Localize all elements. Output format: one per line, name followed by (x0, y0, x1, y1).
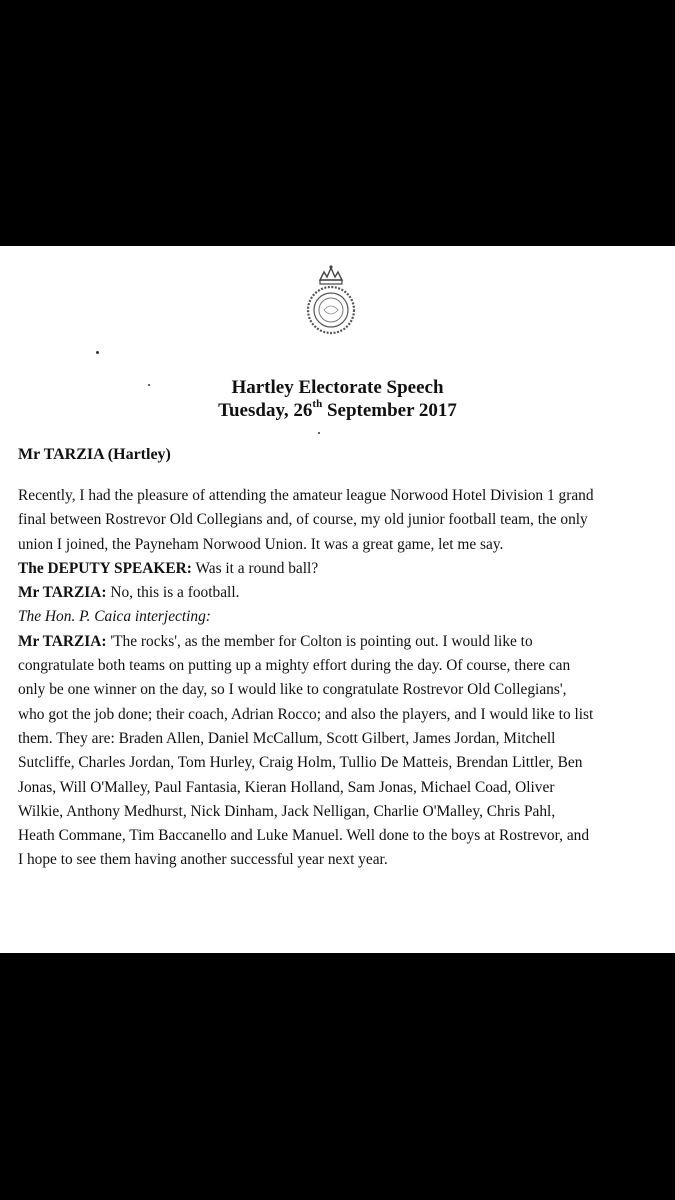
paragraph-line: Jonas, Will O'Malley, Paul Fantasia, Kieran Holland, Sam Jonas, Michael Coad, Oliver (18, 778, 555, 796)
scan-speck (318, 432, 320, 434)
top-black-bar (0, 0, 675, 246)
paragraph-line: Recently, I had the pleasure of attending the amateur league Norwood Hotel Division 1 grand (18, 487, 594, 504)
speech-text: No, this is a football. (106, 584, 240, 602)
paragraph-line: union I joined, the Payneham Norwood Union. It was a great game, let me say. (18, 535, 504, 553)
interjection-note: The Hon. P. Caica interjecting: (18, 608, 211, 626)
paragraph-line: Sutcliffe, Charles Jordan, Tom Hurley, Craig Holm, Tullio De Matteis, Brendan Littler, Ben (18, 754, 583, 772)
speaker-heading: Mr TARZIA (Hartley) (18, 446, 171, 463)
paragraph-line: only be one winner on the day, so I would like to congratulate Rostrevor Old Collegians', (18, 681, 567, 699)
speaker-name: Mr TARZIA: (18, 584, 107, 602)
bottom-black-bar (0, 953, 675, 1200)
paragraph-line: Heath Commane, Tim Baccanello and Luke Manuel. Well done to the boys at Rostrevor, and (18, 827, 590, 845)
document-date: Tuesday, 26th September 2017 (218, 397, 457, 421)
paragraph-line: them. They are: Braden Allen, Daniel McCallum, Scott Gilbert, James Jordan, Mitchell (18, 729, 556, 747)
paragraph-line: final between Rostrevor Old Collegians and, of course, my old junior football team, the only (18, 511, 588, 529)
document-title: Hartley Electorate Speech (231, 377, 444, 398)
parliament-crest-emblem (298, 262, 364, 336)
paragraph-line: congratulate both teams on putting up a mighty effort during the day. Of course, there can (18, 657, 571, 675)
speaker-name: The DEPUTY SPEAKER: (18, 559, 192, 577)
paragraph-line: Wilkie, Anthony Medhurst, Nick Dinham, Jack Nelligan, Charlie O'Malley, Chris Pahl, (18, 802, 556, 820)
scan-speck (96, 351, 99, 354)
speech-line (18, 630, 658, 654)
speech-text: 'The rocks', as the member for Colton is pointing out. I would like to (106, 632, 533, 650)
paragraph-line: I hope to see them having another successful year next year. (18, 851, 388, 869)
document-page (0, 246, 675, 953)
date-superscript: th (312, 397, 323, 410)
speech-body (18, 484, 658, 873)
speech-line (18, 557, 658, 581)
paragraph-line: who got the job done; their coach, Adrian Rocco; and also the players, and I would like to list (18, 705, 594, 723)
speech-text: Was it a round ball? (191, 559, 319, 577)
speaker-name: Mr TARZIA: (18, 632, 107, 650)
speech-line (18, 581, 658, 605)
